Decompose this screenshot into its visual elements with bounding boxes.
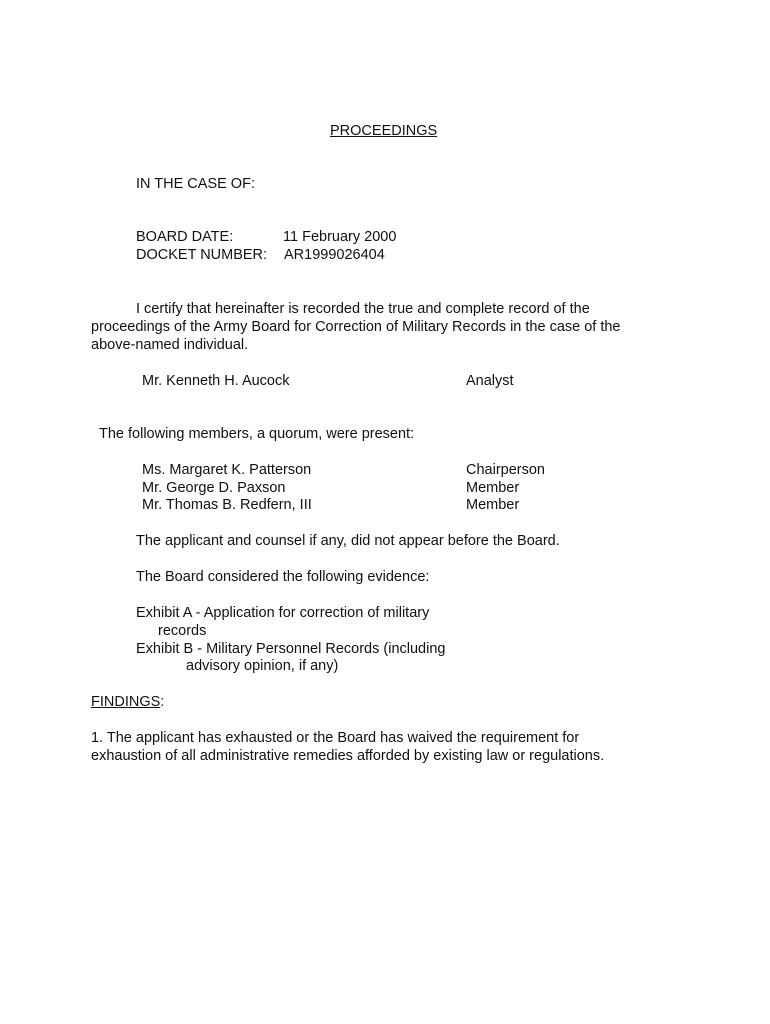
- certification-line: I certify that hereinafter is recorded the true and complete record of the: [136, 301, 590, 317]
- findings-colon: :: [160, 694, 165, 710]
- quorum-text: The following members, a quorum, were present:: [99, 426, 415, 442]
- board-date-value: 11 February 2000: [283, 229, 397, 245]
- member-role: Member: [466, 497, 520, 513]
- case-label: IN THE CASE OF:: [136, 176, 255, 192]
- board-date-label: BOARD DATE:: [136, 229, 234, 245]
- exhibit-a-line: records: [158, 623, 207, 639]
- page-title: PROCEEDINGS: [330, 123, 438, 139]
- appearance-text: The applicant and counsel if any, did not appear before the Board.: [136, 533, 560, 549]
- docket-number-value: AR1999026404: [284, 247, 385, 263]
- analyst-role: Analyst: [466, 373, 514, 389]
- finding-item-line: 1. The applicant has exhausted or the Board has waived the requirement for: [91, 730, 580, 746]
- analyst-name: Mr. Kenneth H. Aucock: [142, 373, 290, 389]
- findings-heading: [91, 693, 164, 711]
- member-role: Member: [466, 480, 520, 496]
- finding-item-line: exhaustion of all administrative remedies afforded by existing law or regulations.: [91, 748, 605, 764]
- evidence-intro: The Board considered the following evidence:: [136, 569, 430, 585]
- member-role: Chairperson: [466, 462, 545, 478]
- exhibit-b-line: Exhibit B - Military Personnel Records (including: [136, 641, 446, 657]
- exhibit-a-line: Exhibit A - Application for correction of military: [136, 605, 430, 621]
- certification-line: above-named individual.: [91, 337, 249, 353]
- member-name: Mr. George D. Paxson: [142, 480, 286, 496]
- certification-line: proceedings of the Army Board for Correction of Military Records in the case of the: [91, 319, 621, 335]
- member-name: Ms. Margaret K. Patterson: [142, 462, 312, 478]
- member-name: Mr. Thomas B. Redfern, III: [142, 497, 312, 513]
- exhibit-b-line: advisory opinion, if any): [186, 658, 339, 674]
- docket-number-label: DOCKET NUMBER:: [136, 247, 268, 263]
- findings-heading-text: FINDINGS: [91, 694, 161, 710]
